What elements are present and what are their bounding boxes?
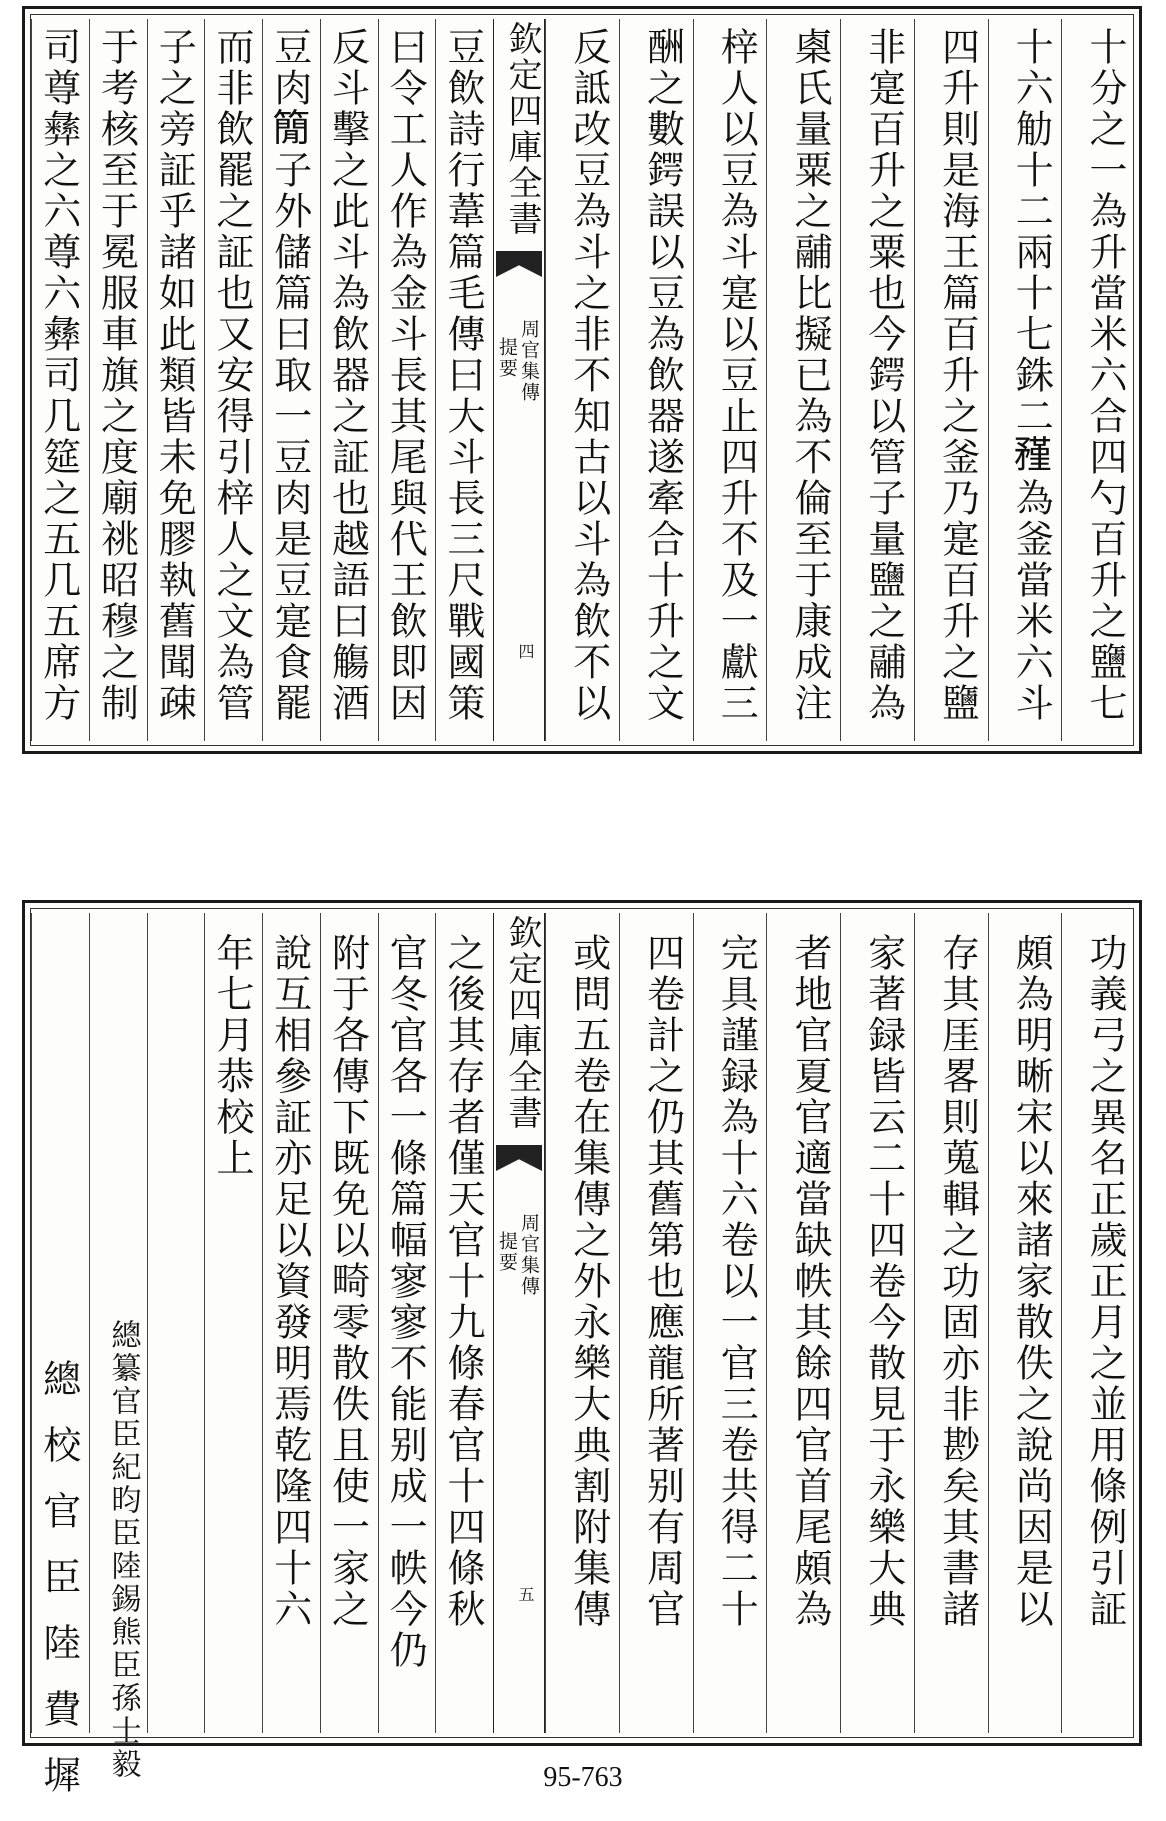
text-column xyxy=(89,19,147,741)
column-text: 功義弓之異名正歲正月之並用條例引証 xyxy=(1083,933,1127,1630)
text-column xyxy=(89,913,147,1781)
column-text: 非寔百升之粟也今鍔以管子量鹽之鬴為 xyxy=(861,27,906,724)
column-text: 司尊彝之六尊六彝司几筵之五几五席方 xyxy=(36,27,81,724)
column-text: 梓人以豆為斗寔以豆止四升不及一獻三 xyxy=(714,27,759,724)
text-column xyxy=(204,913,262,1733)
column-text: 或問五卷在集傳之外永樂大典割附集傳 xyxy=(566,933,611,1630)
leaf-number: 四 xyxy=(516,643,535,659)
text-column xyxy=(1061,19,1135,741)
column-text: 說互相參証亦足以資發明焉乾隆四十六 xyxy=(267,933,312,1630)
text-column xyxy=(988,913,1062,1733)
fishtail-mark xyxy=(496,251,542,277)
text-column xyxy=(840,19,914,741)
text-column xyxy=(147,19,205,741)
text-column xyxy=(31,913,89,1821)
column-text: 酬之數鍔誤以豆為飲器遂牽合十升之文 xyxy=(640,27,685,724)
text-column xyxy=(31,19,89,741)
text-column xyxy=(147,913,205,1733)
text-column xyxy=(1061,913,1135,1733)
column-text: 而非飲罷之証也又安得引梓人之文為管 xyxy=(210,27,254,724)
text-column xyxy=(435,913,493,1733)
text-column xyxy=(766,19,840,741)
column-text: 四卷計之仍其舊第也應龍所著别有周官 xyxy=(640,933,685,1630)
text-column xyxy=(378,19,436,741)
column-text: 附于各傳下既免以畸零散佚且使一家之 xyxy=(325,933,370,1630)
column-text: 于考核至于冕服車旗之度廟祧昭穆之制 xyxy=(94,27,139,724)
text-column xyxy=(262,19,320,741)
column-text: 子之旁証乎諸如此類皆未免膠執舊聞疎 xyxy=(152,27,197,724)
text-column xyxy=(545,913,619,1733)
section-subtitle: 提要 xyxy=(496,337,518,379)
text-column xyxy=(693,913,767,1733)
text-column xyxy=(693,19,767,741)
column-text: 存其厓畧則蒐輯之功固亦非尠矣其書諸 xyxy=(935,933,980,1630)
column-text: 年七月恭校上 xyxy=(210,933,254,1179)
fishtail-mark xyxy=(496,1145,542,1171)
column-text: 曰令工人作為金斗長其尾與代王飲即因 xyxy=(383,27,428,724)
text-column xyxy=(619,19,693,741)
page-number: 95-763 xyxy=(543,1762,623,1793)
book-title: 欽定四庫全書 xyxy=(502,21,542,237)
section-title: 周官集傳 xyxy=(518,319,540,403)
column-text: 頗為明晰宋以來諸家散佚之說尚因是以 xyxy=(1009,933,1054,1630)
section-subtitle: 提要 xyxy=(496,1231,518,1273)
column-text: 反詆改豆為斗之非不知古以斗為飲不以 xyxy=(566,27,611,724)
center-fold-column xyxy=(493,913,545,1733)
text-column xyxy=(914,19,988,741)
text-column xyxy=(545,19,619,741)
leaf-number: 五 xyxy=(516,1586,535,1602)
text-column xyxy=(840,913,914,1733)
text-column xyxy=(766,913,840,1733)
text-column xyxy=(914,913,988,1733)
column-text: 四升則是海王篇百升之釜乃寔百升之鹽 xyxy=(935,27,980,724)
text-column xyxy=(320,913,378,1733)
text-column xyxy=(619,913,693,1733)
column-text: 官冬官各一條篇幅寥寥不能别成一帙今仍 xyxy=(383,933,428,1671)
column-text: 完具謹録為十六卷以一官三卷共得二十 xyxy=(714,933,759,1630)
text-column xyxy=(378,913,436,1733)
text-column xyxy=(435,19,493,741)
column-text: 十分之一為升當米六合四勺百升之鹽七 xyxy=(1083,27,1127,724)
column-text: 家著録皆云二十四卷今散見于永樂大典 xyxy=(861,933,906,1630)
text-column xyxy=(204,19,262,741)
column-text: 總校官臣陸費墀 xyxy=(36,1359,81,1821)
column-text: 之後其存者僅天官十九條春官十四條秋 xyxy=(441,933,485,1630)
section-title: 周官集傳 xyxy=(518,1213,540,1297)
text-column xyxy=(320,19,378,741)
top-page-panel xyxy=(22,6,1142,754)
column-text: 十六觔十二兩十七銖二𥎊為釜當米六斗 xyxy=(1009,27,1054,724)
column-text: 反斗擊之此斗為飲器之証也越語曰觴酒 xyxy=(325,27,370,724)
book-title: 欽定四庫全書 xyxy=(502,915,542,1131)
text-column xyxy=(262,913,320,1733)
column-text: 豆肉𥳑子外儲篇曰取一豆肉是豆寔食罷 xyxy=(267,27,312,724)
column-text: 㮚氏量粟之鬴比擬已為不倫至于康成注 xyxy=(788,27,832,724)
column-text: 豆飲詩行葦篇毛傳曰大斗長三尺戰國策 xyxy=(441,27,485,724)
column-text: 者地官夏官適當缺帙其餘四官首尾頗為 xyxy=(788,933,832,1630)
center-fold-column xyxy=(493,19,545,741)
column-text: 總纂官臣紀昀臣陸錫熊臣孫士毅 xyxy=(105,1319,141,1781)
text-column xyxy=(988,19,1062,741)
